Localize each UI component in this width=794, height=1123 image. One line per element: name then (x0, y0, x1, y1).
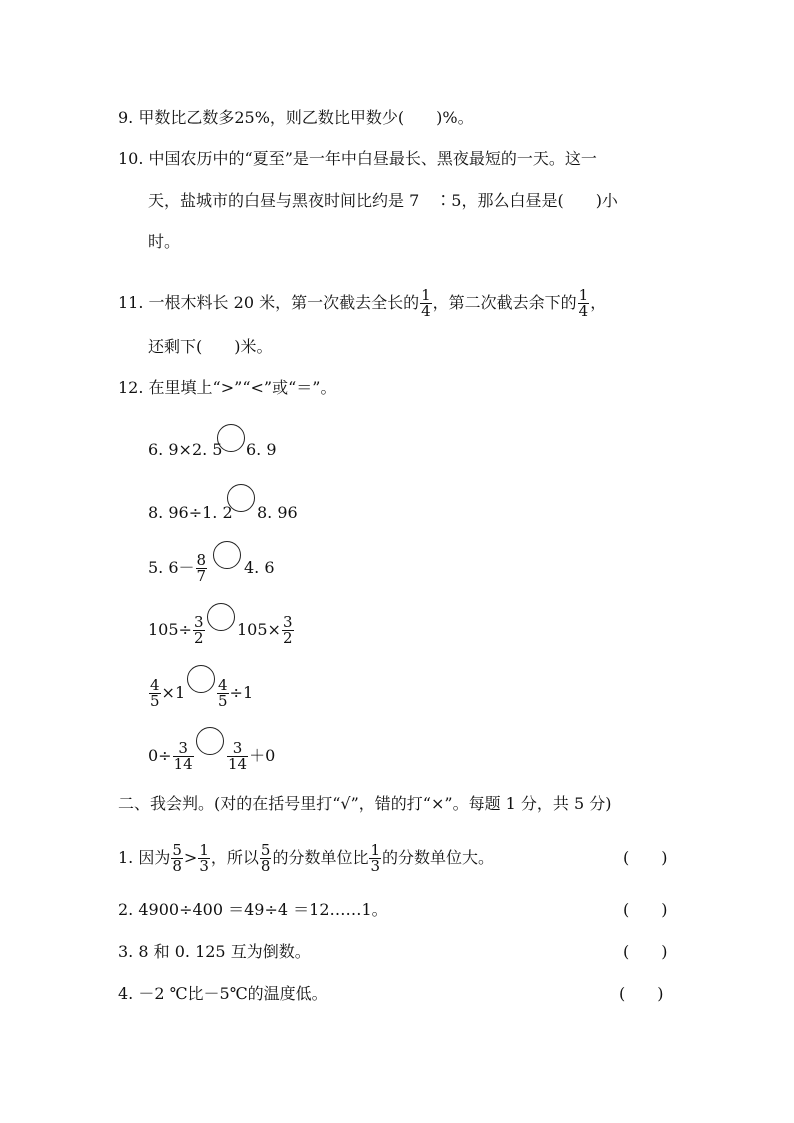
answer-circle[interactable] (217, 424, 245, 452)
compare-row-5-left: $\frac{4}{5}$ ×1 (150, 676, 186, 710)
judge-item-3: 3. 8 和 0. 125 互为倒数。 (118, 942, 311, 961)
fraction: $\frac{5}{8}$ (172, 841, 182, 875)
question-10-line2: 天，盐城市的白昼与黑夜时间比约是 7 ∶5，那么白昼是( )小 (148, 191, 618, 210)
question-11 (118, 284, 606, 322)
question-text-line1: 中国农历中的“夏至”是一年中白昼最长、黑夜最短的一天。这一 (148, 149, 597, 168)
answer-paren[interactable]: ( ) (623, 848, 668, 867)
fraction: $\frac{1}{3}$ (370, 841, 380, 875)
compare-row-5-right: $\frac{4}{5}$ ÷1 (218, 676, 254, 710)
question-number: 10. (118, 149, 144, 168)
compare-row-2-left: 8. 96÷1. 2 (148, 503, 233, 522)
section-2-heading: 二、我会判。(对的在括号里打“√”，错的打“×”。每题 1 分，共 5 分) (118, 794, 612, 813)
answer-paren[interactable]: ( ) (623, 942, 668, 961)
judge-item-4: 4. －2 ℃比－5℃的温度低。 (118, 984, 328, 1003)
answer-circle[interactable] (227, 484, 255, 512)
question-number: 12. (118, 378, 144, 397)
question-number: 3. (118, 942, 134, 961)
compare-row-6-left: 0÷ $\frac{3}{14}$ (148, 739, 193, 773)
question-10-line3: 时。 (148, 232, 181, 251)
question-number: 4. (118, 984, 134, 1003)
compare-row-1-right: 6. 9 (246, 440, 277, 459)
fraction: $\frac{3}{2}$ (193, 613, 204, 647)
answer-circle[interactable] (187, 665, 215, 693)
fraction: $\frac{1}{4}$ (421, 286, 431, 320)
question-12 (118, 378, 336, 398)
compare-row-4-right: 105× $\frac{3}{2}$ (237, 613, 293, 647)
question-number: 9. (118, 108, 134, 127)
compare-row-3-left: 5. 6－ $\frac{8}{7}$ (148, 551, 207, 585)
answer-paren[interactable]: ( ) (619, 984, 664, 1003)
question-9 (118, 108, 474, 128)
answer-paren[interactable]: ( ) (623, 900, 668, 919)
fraction: $\frac{1}{4}$ (578, 286, 589, 320)
question-text: 甲数比乙数多25%，则乙数比甲数少( )%。 (138, 108, 474, 127)
judge-item-1: 1. 因为 $\frac{5}{8}$ > $\frac{1}{3}$ ，所以 $\frac{5}{8}$ 的分数单位比 $\frac{1}{3}$ 的分数单位大。 (118, 841, 495, 875)
answer-circle[interactable] (207, 603, 235, 631)
compare-row-1-left: 6. 9×2. 5 (148, 440, 223, 459)
question-10 (118, 149, 597, 169)
fraction: $\frac{3}{2}$ (282, 613, 293, 647)
question-text-c: ， (590, 293, 607, 312)
fraction: $\frac{3}{14}$ (228, 739, 248, 773)
answer-circle[interactable] (213, 541, 241, 569)
compare-row-4-left: 105÷ $\frac{3}{2}$ (148, 613, 204, 647)
fraction: $\frac{1}{3}$ (199, 841, 209, 875)
compare-row-2-right: 8. 96 (257, 503, 298, 522)
question-text-b: ，第二次截去余下的 (432, 293, 577, 312)
fraction: $\frac{8}{7}$ (196, 551, 207, 585)
question-text-a: 一根木料长 20 米，第一次截去全长的 (148, 293, 420, 312)
question-number: 2. (118, 900, 134, 919)
fraction: $\frac{4}{5}$ (150, 676, 160, 710)
judge-item-2: 2. 4900÷400 ＝49÷4 ＝12……1。 (118, 900, 388, 919)
question-number: 1. (118, 848, 134, 867)
fraction: $\frac{5}{8}$ (260, 841, 271, 875)
question-text: 在里填上“>”“<”或“＝”。 (148, 378, 337, 397)
question-number: 11. (118, 293, 144, 312)
question-11-line2: 还剩下( )米。 (148, 337, 273, 356)
answer-circle[interactable] (196, 727, 224, 755)
compare-row-6-right: $\frac{3}{14}$ ＋0 (228, 739, 276, 773)
compare-row-3-right: 4. 6 (244, 558, 275, 577)
fraction: $\frac{3}{14}$ (173, 739, 193, 773)
fraction: $\frac{4}{5}$ (218, 676, 228, 710)
